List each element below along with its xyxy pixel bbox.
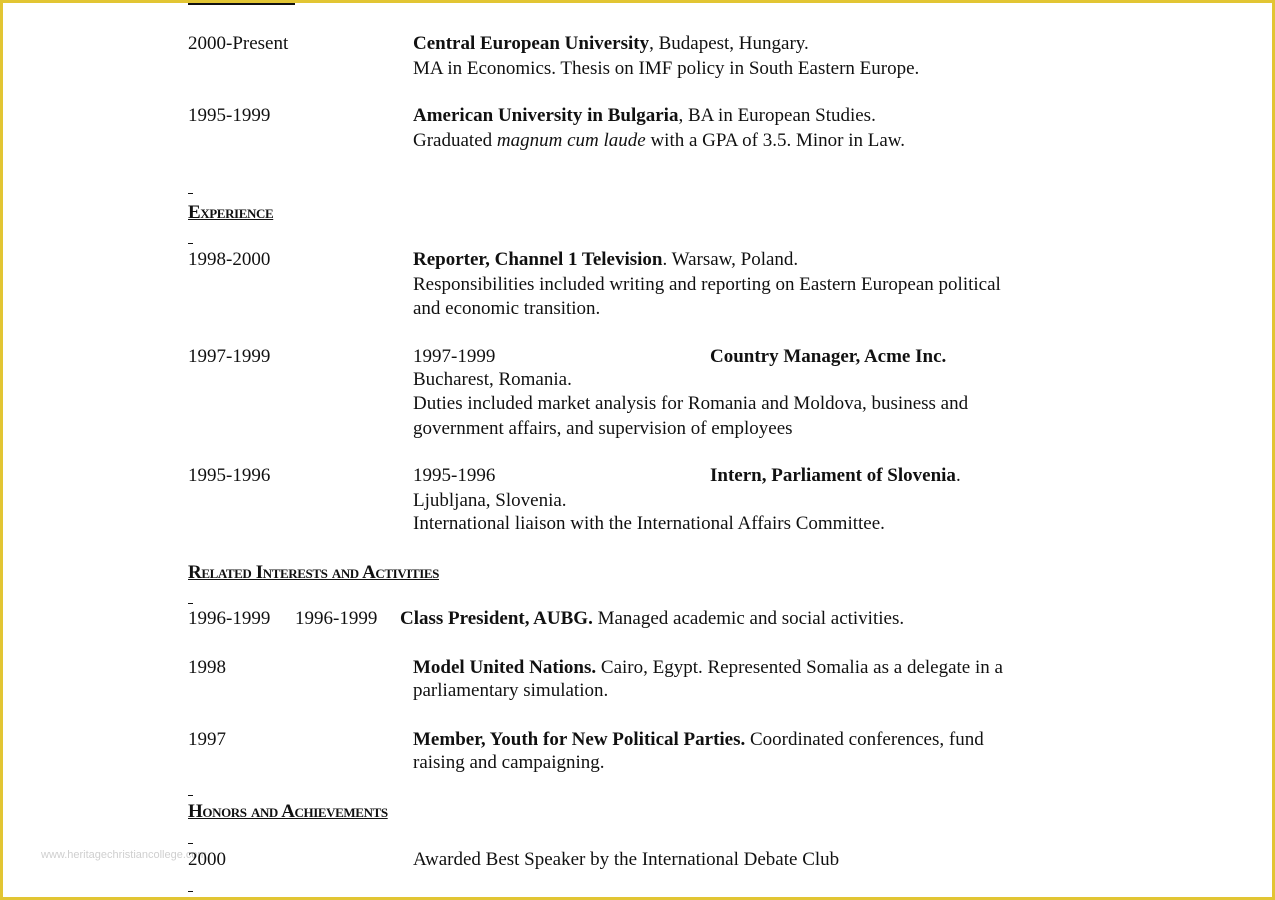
- experience-subdate-3: 1995-1996: [413, 465, 496, 486]
- education-institution-1: Central European University: [413, 33, 650, 54]
- interests-subdate-1: 1996-1999: [295, 608, 378, 629]
- interests-title-1: Class President, AUBG.: [400, 608, 593, 629]
- education-institution-2: American University in Bulgaria: [413, 105, 679, 126]
- experience-date-1: 1998-2000: [188, 249, 271, 270]
- experience-title-3: Intern, Parliament of Slovenia: [710, 465, 956, 486]
- experience-detail-3: International liaison with the International Affairs Committee.: [413, 513, 885, 534]
- interests-detail-2b: parliamentary simulation.: [413, 680, 609, 701]
- experience-heading: Experience: [188, 202, 274, 223]
- experience-detail-1a: Responsibilities included writing and reporting on Eastern European political: [413, 274, 1001, 295]
- interests-date-3: 1997: [188, 729, 226, 750]
- education-detail-2: Graduated magnum cum laude with a GPA of 3.5. Minor in Law.: [413, 130, 906, 151]
- experience-title-2: Country Manager, Acme Inc.: [710, 346, 947, 367]
- section-marker: [188, 843, 193, 844]
- section-marker: [188, 193, 193, 194]
- education-detail-1: MA in Economics. Thesis on IMF policy in South Eastern Europe.: [413, 58, 920, 79]
- honors-heading: Honors and Achievements: [188, 801, 388, 822]
- education-entry-2: [413, 104, 876, 128]
- experience-entry-3: Intern, Parliament of Slovenia.: [710, 465, 961, 486]
- experience-date-2: 1997-1999: [188, 346, 271, 367]
- experience-detail-2b: government affairs, and supervision of employees: [413, 418, 793, 439]
- education-degree-2: , BA in European Studies.: [678, 105, 876, 126]
- interests-detail-2a: Cairo, Egypt. Represented Somalia as a delegate in a: [596, 657, 1003, 678]
- education-entry-1: [413, 32, 809, 56]
- section-marker: [188, 603, 193, 604]
- experience-date-3: 1995-1996: [188, 465, 271, 486]
- experience-entry-1: [413, 248, 798, 272]
- interests-title-3: Member, Youth for New Political Parties.: [413, 729, 746, 750]
- interests-entry-3: [413, 728, 984, 752]
- experience-location-1: . Warsaw, Poland.: [662, 249, 799, 270]
- interests-date-2: 1998: [188, 657, 226, 678]
- heading-underline-fragment: [188, 3, 295, 5]
- section-marker: [188, 243, 193, 244]
- section-marker: [188, 891, 193, 892]
- honors-detail-1: Awarded Best Speaker by the International Debate Club: [413, 849, 840, 870]
- experience-title-1: Reporter, Channel 1 Television: [413, 249, 663, 270]
- experience-detail-1b: and economic transition.: [413, 298, 601, 319]
- experience-location-2: Bucharest, Romania.: [413, 369, 572, 390]
- interests-date-1: 1996-1999: [188, 608, 271, 629]
- interests-title-2: Model United Nations.: [413, 657, 597, 678]
- experience-detail-2a: Duties included market analysis for Romania and Moldova, business and: [413, 393, 969, 414]
- honors-date-1: 2000: [188, 849, 226, 870]
- interests-detail-3b: raising and campaigning.: [413, 752, 605, 773]
- interests-entry-2: [413, 656, 1003, 680]
- experience-location-3: Ljubljana, Slovenia.: [413, 490, 567, 511]
- education-date-1: 2000-Present: [188, 33, 289, 54]
- interests-detail-3a: Coordinated conferences, fund: [745, 729, 984, 750]
- watermark: www.heritagechristiancollege.com: [41, 849, 207, 861]
- interests-entry-1: [400, 607, 904, 631]
- honor-phrase: magnum cum laude: [496, 130, 646, 151]
- education-date-2: 1995-1999: [188, 105, 271, 126]
- interests-heading: Related Interests and Activities: [188, 562, 440, 583]
- section-marker: [188, 795, 193, 796]
- interests-detail-1: Managed academic and social activities.: [592, 608, 905, 629]
- education-location-1: , Budapest, Hungary.: [649, 33, 809, 54]
- experience-subdate-2: 1997-1999: [413, 346, 496, 367]
